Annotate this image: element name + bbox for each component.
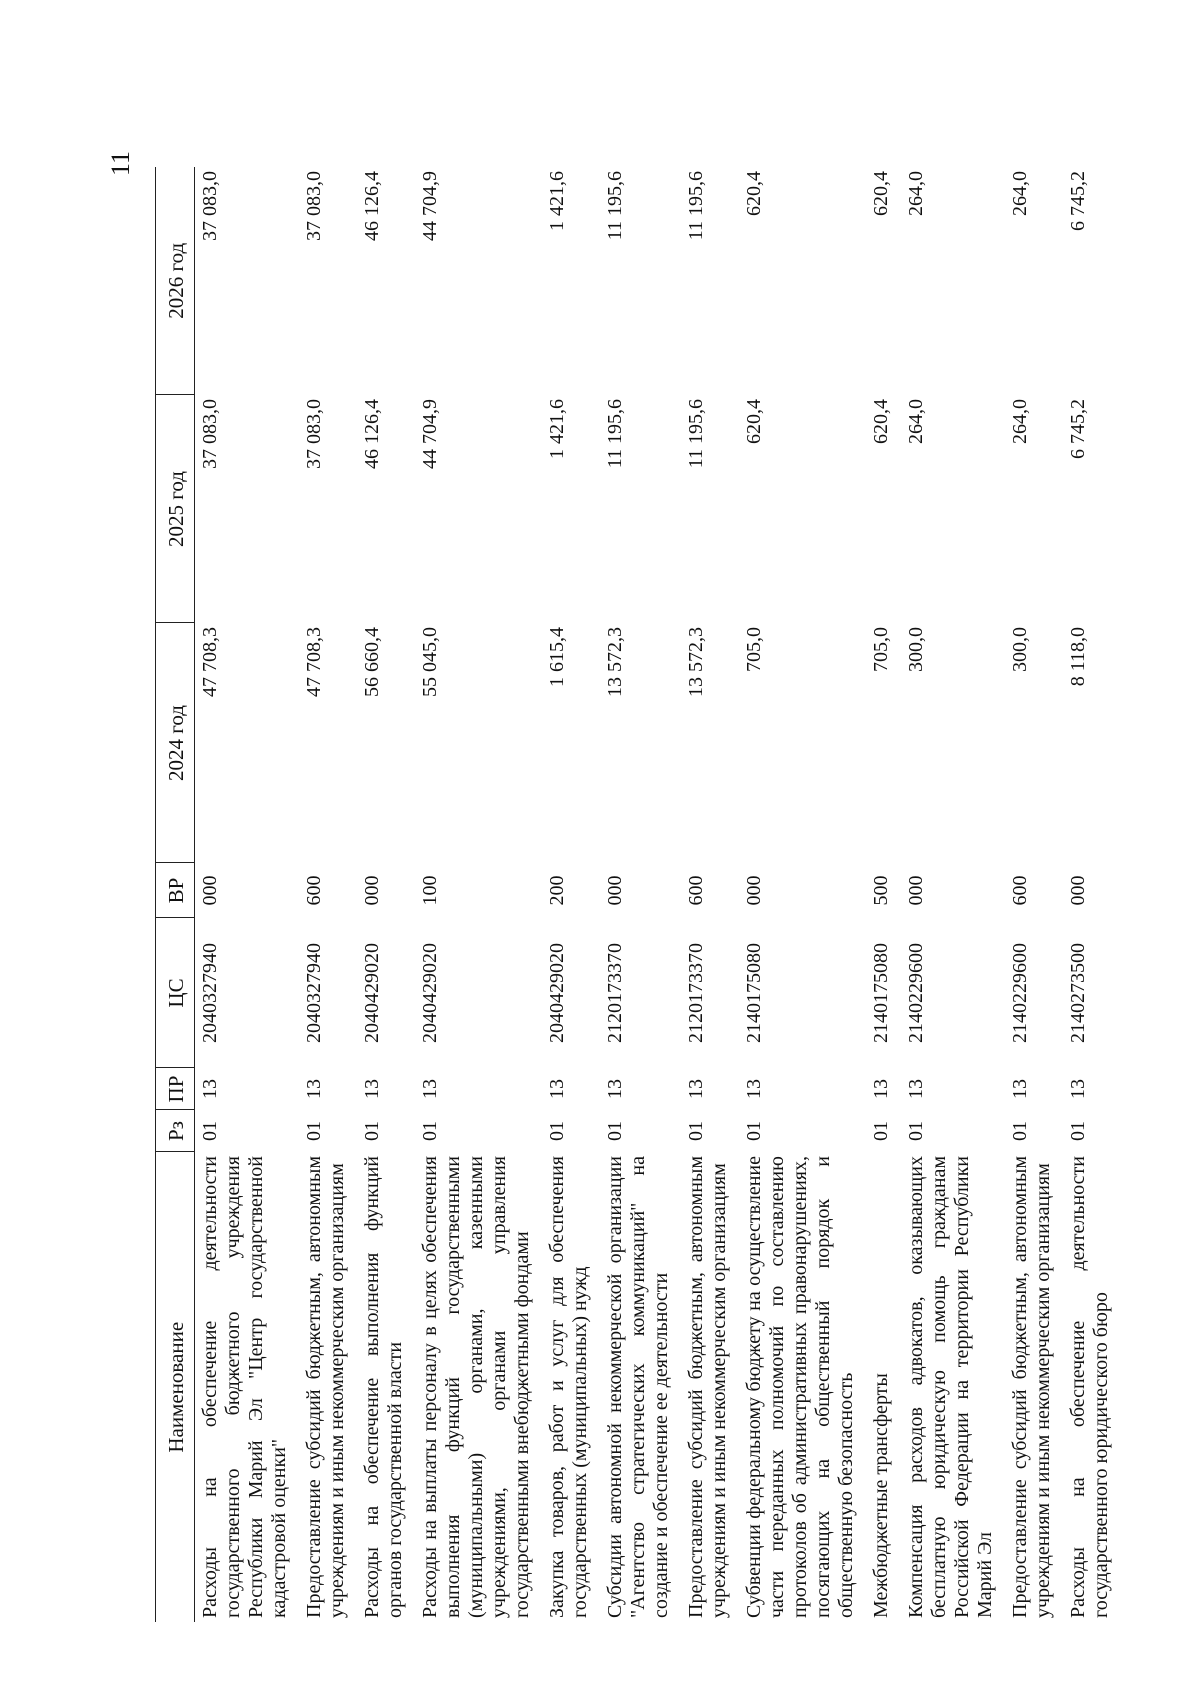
- row-value-2026: 46 126,4: [361, 171, 384, 241]
- row-name: Расходы на обеспечение выполнения функций органов государственной власти: [361, 1156, 407, 1618]
- row-value-2025: 44 704,9: [419, 399, 442, 469]
- budget-sheet: [155, 167, 1113, 1622]
- row-cs: 2040429020: [361, 943, 384, 1043]
- row-value-2024: 47 708,3: [303, 627, 326, 697]
- row-rz: 01: [199, 1121, 222, 1141]
- table-row: [542, 167, 600, 1622]
- row-value-2024: 705,0: [743, 627, 766, 672]
- row-rz: 01: [1009, 1121, 1032, 1141]
- row-value-2024: 705,0: [870, 627, 893, 672]
- row-name: Закупка товаров, работ и услуг для обеспечения государственных (муниципальных) нужд: [546, 1156, 592, 1618]
- row-rz: 01: [604, 1121, 627, 1141]
- row-value-2026: 44 704,9: [419, 171, 442, 241]
- table-row: [681, 167, 739, 1622]
- header-cs: ЦС: [156, 918, 195, 1068]
- row-vr: 500: [870, 875, 893, 906]
- row-cs: 2040327940: [303, 943, 326, 1043]
- row-vr: 000: [361, 875, 384, 906]
- table-row: [866, 167, 901, 1622]
- table-row: [739, 167, 866, 1622]
- table-row: [195, 167, 300, 1622]
- row-value-2025: 264,0: [905, 399, 928, 444]
- table-row: [415, 167, 542, 1622]
- row-rz: 01: [905, 1121, 928, 1141]
- row-cs: 2040429020: [419, 943, 442, 1043]
- header-rz: Рз: [156, 1110, 195, 1152]
- row-value-2026: 37 083,0: [199, 171, 222, 241]
- row-value-2025: 11 195,6: [685, 399, 708, 469]
- row-name: Расходы на обеспечение деятельности государственного юридического бюро: [1067, 1156, 1113, 1618]
- row-vr: 000: [199, 875, 222, 906]
- row-cs: 2040327940: [199, 943, 222, 1043]
- row-pr: 13: [870, 1079, 893, 1099]
- row-name: Предоставление субсидий бюджетным, автономным учреждениям и иным некоммерческим организациям: [303, 1156, 349, 1618]
- row-name: Расходы на обеспечение деятельности государственного бюджетного учреждения Республики Марий Эл "Центр государственной кадастровой оценки": [199, 1156, 291, 1618]
- row-value-2026: 37 083,0: [303, 171, 326, 241]
- row-rz: 01: [743, 1121, 766, 1141]
- row-rz: 01: [419, 1121, 442, 1141]
- row-cs: 2140229600: [1009, 943, 1032, 1043]
- row-cs: 2140175080: [743, 943, 766, 1043]
- row-cs: 2140273500: [1067, 943, 1090, 1043]
- row-value-2024: 300,0: [1009, 627, 1032, 672]
- row-cs: 2120173370: [604, 943, 627, 1043]
- row-value-2026: 264,0: [1009, 171, 1032, 216]
- header-vr: ВР: [156, 863, 195, 918]
- row-rz: 01: [685, 1121, 708, 1141]
- row-value-2024: 8 118,0: [1067, 627, 1090, 687]
- row-value-2024: 300,0: [905, 627, 928, 672]
- row-value-2024: 13 572,3: [604, 627, 627, 697]
- row-cs: 2040429020: [546, 943, 569, 1043]
- row-name: Предоставление субсидий бюджетным, автономным учреждениям и иным некоммерческим организациям: [685, 1156, 731, 1618]
- row-pr: 13: [743, 1079, 766, 1099]
- row-cs: 2140175080: [870, 943, 893, 1043]
- header-2026: 2026 год: [156, 167, 195, 395]
- row-value-2024: 56 660,4: [361, 627, 384, 697]
- header-2024: 2024 год: [156, 623, 195, 863]
- row-vr: 000: [1067, 875, 1090, 906]
- budget-table: [155, 167, 1121, 1622]
- row-vr: 100: [419, 875, 442, 906]
- row-value-2026: 11 195,6: [685, 171, 708, 241]
- row-pr: 13: [199, 1079, 222, 1099]
- row-vr: 600: [1009, 875, 1032, 906]
- row-value-2025: 37 083,0: [303, 399, 326, 469]
- row-value-2025: 46 126,4: [361, 399, 384, 469]
- row-vr: 200: [546, 875, 569, 906]
- row-value-2025: 6 745,2: [1067, 399, 1090, 459]
- row-rz: 01: [303, 1121, 326, 1141]
- row-value-2025: 11 195,6: [604, 399, 627, 469]
- row-pr: 13: [1067, 1079, 1090, 1099]
- row-value-2026: 620,4: [743, 171, 766, 216]
- header-name: Наименование: [156, 1152, 195, 1622]
- table-row: [1005, 167, 1063, 1622]
- row-value-2026: 1 421,6: [546, 171, 569, 231]
- row-value-2025: 620,4: [870, 399, 893, 444]
- row-pr: 13: [685, 1079, 708, 1099]
- row-pr: 13: [604, 1079, 627, 1099]
- table-row: [357, 167, 415, 1622]
- page-number: 11: [106, 150, 135, 176]
- row-name: Расходы на выплаты персоналу в целях обеспечения выполнения функций государственными (муниципальными) органами, казенными учреждениями, органами управления государственными внебюджетными фондами: [419, 1156, 534, 1618]
- row-name: Компенсация расходов адвокатов, оказывающих бесплатную юридическую помощь гражданам Российской Федерации на территории Республики Марий Эл: [905, 1156, 997, 1618]
- row-value-2025: 264,0: [1009, 399, 1032, 444]
- row-rz: 01: [361, 1121, 384, 1141]
- row-name: Субсидии автономной некоммерческой организации "Агентство стратегических коммуникаций" на создание и обеспечение ее деятельности: [604, 1156, 673, 1618]
- row-value-2026: 264,0: [905, 171, 928, 216]
- row-value-2025: 1 421,6: [546, 399, 569, 459]
- row-value-2026: 620,4: [870, 171, 893, 216]
- row-pr: 13: [546, 1079, 569, 1099]
- row-vr: 000: [905, 875, 928, 906]
- header-row: [156, 167, 195, 1622]
- row-pr: 13: [1009, 1079, 1032, 1099]
- table-header: [156, 167, 195, 1622]
- row-value-2026: 6 745,2: [1067, 171, 1090, 231]
- table-body: [195, 167, 1122, 1622]
- row-vr: 600: [685, 875, 708, 906]
- table-row: [1063, 167, 1121, 1622]
- table-row: [901, 167, 1005, 1622]
- row-pr: 13: [361, 1079, 384, 1099]
- row-value-2026: 11 195,6: [604, 171, 627, 241]
- table-row: [600, 167, 681, 1622]
- row-name: Субвенции федеральному бюджету на осуществление части переданных полномочий по составлению протоколов об административных правонарушениях, посягающих на общественный порядок и общественную безопасность: [743, 1156, 858, 1618]
- row-pr: 13: [419, 1079, 442, 1099]
- row-value-2024: 13 572,3: [685, 627, 708, 697]
- row-pr: 13: [905, 1079, 928, 1099]
- header-2025: 2025 год: [156, 395, 195, 623]
- row-vr: 000: [604, 875, 627, 906]
- row-cs: 2140229600: [905, 943, 928, 1043]
- header-pr: ПР: [156, 1068, 195, 1110]
- row-pr: 13: [303, 1079, 326, 1099]
- row-vr: 600: [303, 875, 326, 906]
- row-value-2024: 47 708,3: [199, 627, 222, 697]
- row-value-2025: 37 083,0: [199, 399, 222, 469]
- row-value-2024: 1 615,4: [546, 627, 569, 687]
- row-name: Предоставление субсидий бюджетным, автономным учреждениям и иным некоммерческим организациям: [1009, 1156, 1055, 1618]
- table-row: [299, 167, 357, 1622]
- row-value-2025: 620,4: [743, 399, 766, 444]
- row-name: Межбюджетные трансферты: [870, 1373, 893, 1618]
- row-vr: 000: [743, 875, 766, 906]
- row-value-2024: 55 045,0: [419, 627, 442, 697]
- row-cs: 2120173370: [685, 943, 708, 1043]
- row-rz: 01: [1067, 1121, 1090, 1141]
- row-rz: 01: [870, 1121, 893, 1141]
- row-rz: 01: [546, 1121, 569, 1141]
